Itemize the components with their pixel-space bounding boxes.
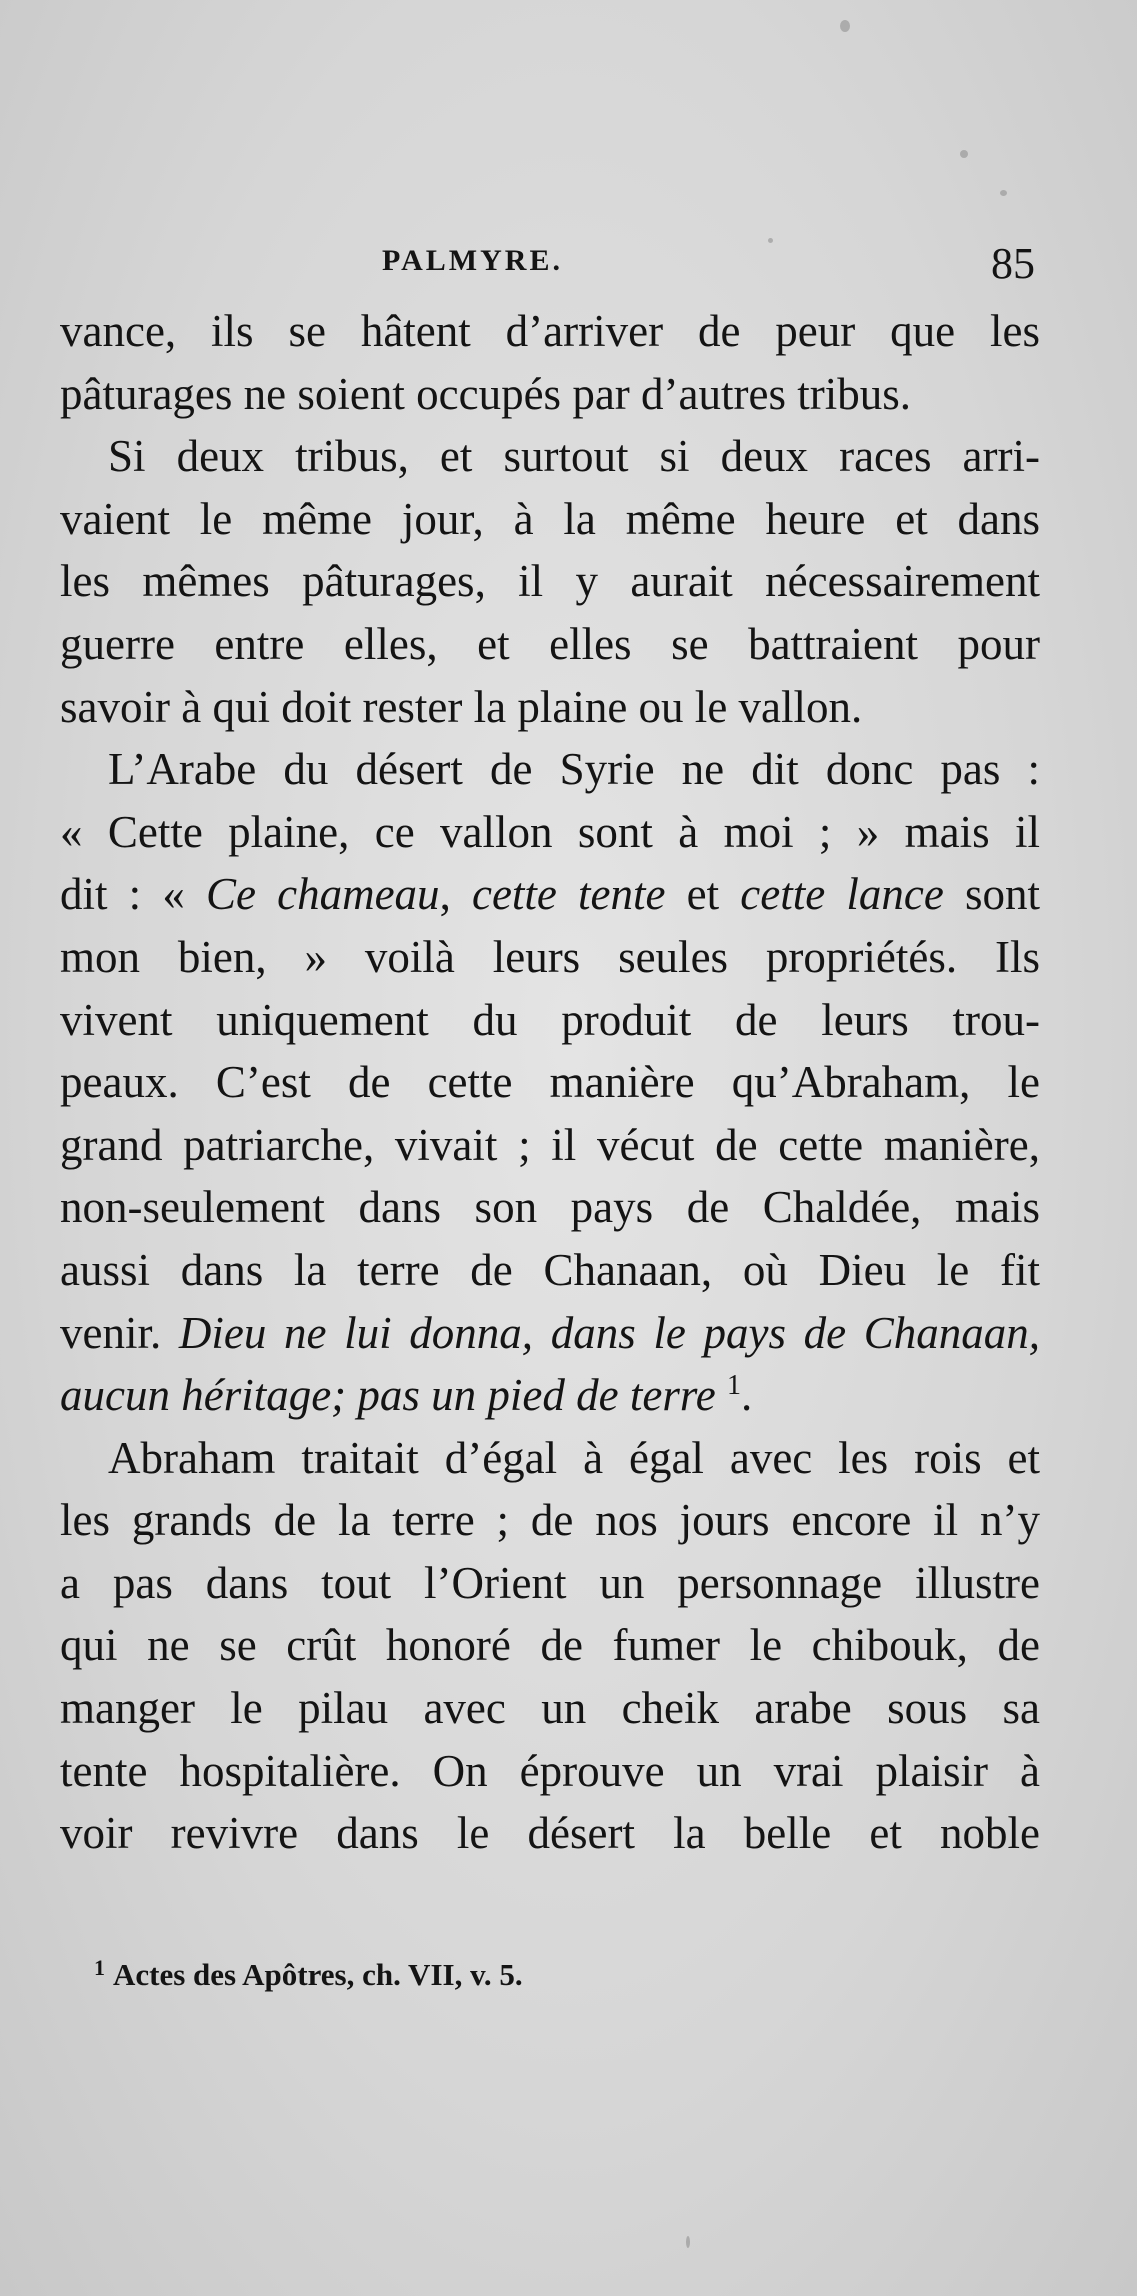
page-number: 85 — [991, 239, 1035, 288]
text-line: L’Arabe du désert de Syrie ne dit donc pas : — [108, 744, 1040, 795]
footnote-marker: 1 — [726, 1370, 741, 1402]
text-line: peaux. C’est de cette manière qu’Abraham, le — [60, 1057, 1040, 1108]
text-line: guerre entre elles, et elles se battraient pour — [60, 618, 1040, 669]
italic-run: Dieu ne lui donna, dans le pays de Chanaan, — [178, 1307, 1040, 1358]
text-line: tente hospitalière. On éprouve un vrai plaisir à — [60, 1745, 1040, 1796]
text-run: et — [665, 869, 741, 920]
text-line: les mêmes pâturages, il y aurait nécessairement — [60, 556, 1040, 607]
text-line: les grands de la terre ; de nos jours encore il n’y — [60, 1495, 1040, 1546]
text-run: dit : « — [60, 869, 206, 920]
text-run: , — [439, 869, 472, 920]
text-line: voir revivre dans le désert la belle et noble — [60, 1808, 1040, 1859]
text-line: vivent uniquement du produit de leurs trou- — [60, 994, 1040, 1045]
running-head: PALMYRE. — [382, 244, 563, 277]
text-line: grand patriarche, vivait ; il vécut de cette manière, — [60, 1119, 1040, 1170]
text-line: aussi dans la terre de Chanaan, où Dieu le fit — [60, 1244, 1040, 1295]
text-line — [60, 863, 1040, 926]
text-line: savoir à qui doit rester la plaine ou le vallon. — [60, 681, 863, 732]
italic-run: aucun héritage; pas un pied de terre — [60, 1370, 716, 1421]
paper-speck — [686, 2236, 690, 2248]
text-line: vance, ils se hâtent d’arriver de peur que les — [60, 306, 1040, 356]
text-run: sont — [943, 869, 1040, 920]
text-line: manger le pilau avec un cheik arabe sous sa — [60, 1683, 1040, 1734]
text-line: mon bien, » voilà leurs seules propriétés. Ils — [60, 931, 1040, 982]
text-line — [60, 1364, 1040, 1427]
text-line: Abraham traitait d’égal à égal avec les rois et — [108, 1432, 1040, 1483]
paper-speck — [840, 20, 850, 32]
text-line: pâturages ne soient occupés par d’autres tribus. — [60, 368, 911, 419]
italic-run: cette tente — [471, 869, 666, 920]
footnote-text: Actes des Apôtres, ch. VII, v. 5. — [113, 1957, 523, 1992]
paper-speck — [960, 150, 968, 158]
text-line: non-seulement dans son pays de Chaldée, mais — [60, 1182, 1040, 1233]
text-line: a pas dans tout l’Orient un personnage illustre — [60, 1557, 1040, 1608]
text-line: Si deux tribus, et surtout si deux races arri- — [108, 431, 1040, 482]
body-text — [60, 300, 1040, 1865]
text-line: « Cette plaine, ce vallon sont à moi ; » mais il — [60, 806, 1040, 857]
text-line: qui ne se crût honoré de fumer le chibouk, de — [60, 1620, 1040, 1671]
text-run: . — [740, 1370, 753, 1421]
italic-run: cette lance — [740, 869, 944, 920]
page-header — [60, 238, 1035, 288]
footnote-number: 1 — [94, 1955, 105, 1980]
text-line: vaient le même jour, à la même heure et dans — [60, 493, 1040, 544]
italic-run: Ce chameau — [205, 869, 440, 920]
text-line — [60, 1302, 1040, 1365]
text-run: venir. — [60, 1307, 179, 1358]
paper-speck — [1000, 190, 1007, 196]
footnote — [94, 1955, 523, 1993]
